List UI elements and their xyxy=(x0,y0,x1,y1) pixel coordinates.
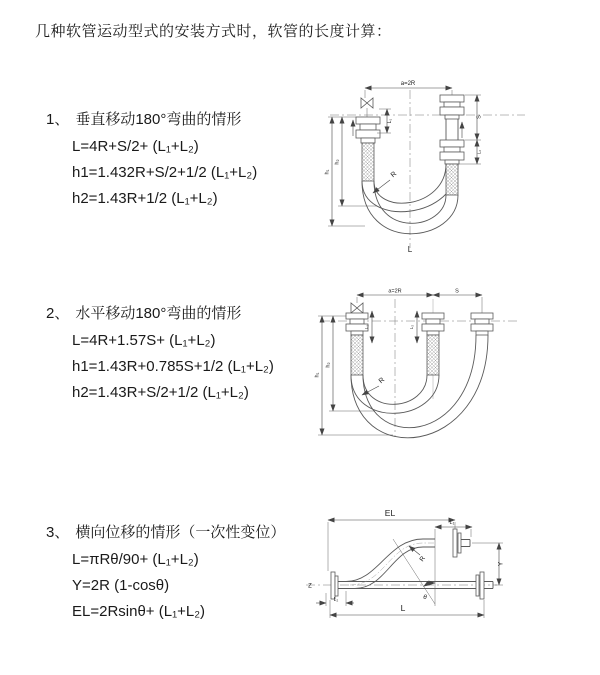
hose-curves xyxy=(351,335,488,438)
dim-h2-label: h₂ xyxy=(325,362,332,368)
dim-l2 xyxy=(409,311,417,343)
radius-label: R xyxy=(389,170,399,180)
dim-a-label: a=2R xyxy=(388,288,402,295)
page-title: 几种软管运动型式的安装方式时，软管的长度计算： xyxy=(35,23,392,40)
dim-y-label: Y xyxy=(497,561,505,567)
dim-s xyxy=(357,289,482,314)
formula-length: L=4R+S/2+ (L₁+L₂) xyxy=(72,138,199,155)
section-3-heading xyxy=(46,524,285,542)
radius-callout xyxy=(409,546,427,563)
dim-l2-label: L₂ xyxy=(409,324,414,330)
formula-h1: h1=1.43R+0.785S+1/2 (L₁+L₂) xyxy=(72,358,274,375)
dim-l1-label: L₁ xyxy=(364,324,369,330)
section-3-number: 3、 xyxy=(46,524,70,541)
right-fitting xyxy=(471,313,493,335)
formula-h1: h1=1.432R+S/2+1/2 (L₁+L₂) xyxy=(72,164,258,181)
radius-callout xyxy=(362,377,386,395)
left-fitting xyxy=(356,117,380,181)
centerlines xyxy=(330,90,525,248)
axis-mark: Z xyxy=(308,583,312,590)
dim-h1-label: h₁ xyxy=(314,372,321,378)
dim-el xyxy=(328,508,455,571)
formula-h2: h2=1.43R+S/2+1/2 (L₁+L₂) xyxy=(72,384,249,401)
diagram-horizontal-180-bend xyxy=(313,287,578,457)
dim-l1-label: L₁ xyxy=(449,520,455,526)
radius-label: R xyxy=(377,376,387,386)
dim-h1-label: h₁ xyxy=(324,169,331,175)
dim-l2-label: L₂ xyxy=(476,149,482,155)
dim-s-label: S xyxy=(476,115,483,119)
valve-icon xyxy=(361,98,373,117)
section-1-number: 1、 xyxy=(46,111,70,128)
dim-h2-label: h₂ xyxy=(334,159,341,165)
section-3-title: 横向位移的情形（一次性变位） xyxy=(75,524,286,541)
section-1-heading xyxy=(46,111,257,129)
dim-l1-label: L₁ xyxy=(387,118,393,124)
right-flange-original xyxy=(476,572,493,599)
angle-label: θ xyxy=(423,594,427,601)
displaced-flange xyxy=(453,529,470,557)
diagram-lateral-displacement xyxy=(298,503,598,648)
section-horizontal-movement xyxy=(46,305,274,401)
left-fitting xyxy=(346,313,368,375)
dim-s-label: S xyxy=(455,288,459,295)
section-vertical-movement xyxy=(46,111,257,207)
dim-a-2r xyxy=(357,289,433,296)
formula-el: EL=2Rsinθ+ (L₁+L₂) xyxy=(72,603,206,620)
section-lateral-displacement xyxy=(46,524,285,620)
section-1-title: 垂直移动180°弯曲的情形 xyxy=(75,111,242,128)
dim-a-label: a=2R xyxy=(400,81,416,87)
section-2-number: 2、 xyxy=(46,305,70,322)
formula-y: Y=2R (1-cosθ) xyxy=(72,577,170,594)
right-fitting-positions xyxy=(440,95,464,195)
dim-a-2r xyxy=(365,81,452,98)
dim-el-label: EL xyxy=(384,508,396,518)
dim-l-label: L xyxy=(400,603,406,613)
formula-length: L=πRθ/90+ (L₁+L₂) xyxy=(72,551,199,568)
radius-callout xyxy=(373,171,398,193)
section-2-heading xyxy=(46,305,274,323)
diagram-vertical-180-bend xyxy=(315,76,565,256)
middle-fitting xyxy=(422,313,444,375)
section-2-title: 水平移动180°弯曲的情形 xyxy=(75,305,242,322)
dim-l2-label: L₂ xyxy=(333,597,339,603)
dim-s xyxy=(465,95,483,140)
radius-label: R xyxy=(418,555,427,564)
formula-h2: h2=1.43R+1/2 (L₁+L₂) xyxy=(72,190,218,207)
left-flange xyxy=(331,572,338,599)
length-label: L xyxy=(407,245,413,254)
formula-length: L=4R+1.57S+ (L₁+L₂) xyxy=(72,332,216,349)
